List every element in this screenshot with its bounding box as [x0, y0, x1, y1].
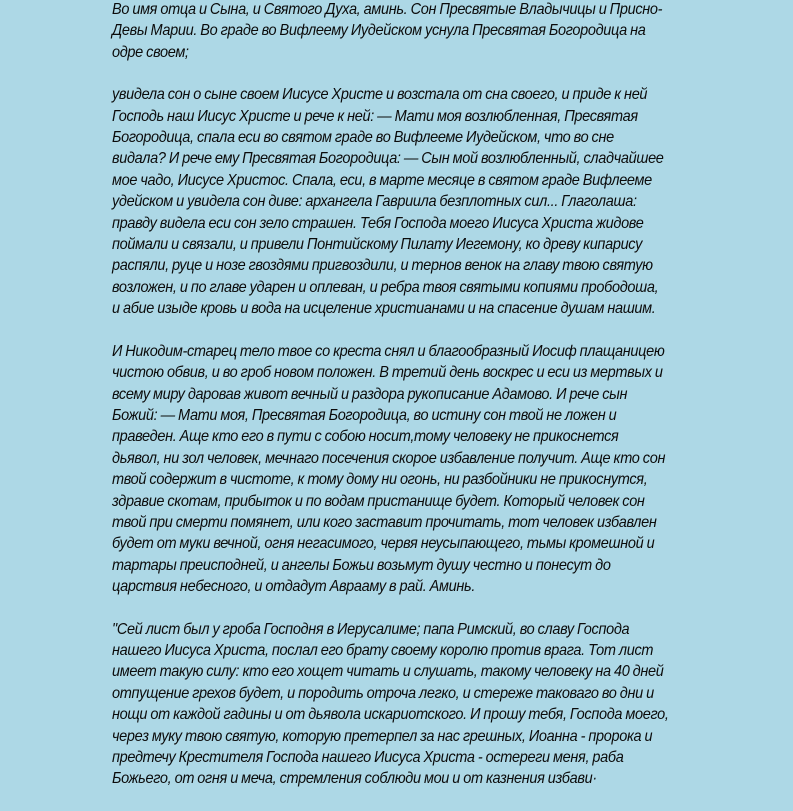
- text-line: видала? И рече ему Пресвятая Богородица: — Сын мой возлюбленный, сладчайшее: [112, 150, 664, 168]
- text-line: И Никодим-старец тело твое со креста снял и благообразный Иосиф плащаницею: [112, 342, 665, 360]
- text-line: чистою обвив, и во гроб новом положен. В третий день воскрес и еси из мертвых и: [112, 364, 663, 382]
- document-text: [112, 0, 698, 811]
- paragraph-2: [112, 84, 698, 319]
- text-line: нашего Иисуса Христа, послал его брату своему королю против врага. Тот лист: [112, 641, 654, 659]
- text-line: правду видела еси сон зело страшен. Тебя Господа моего Иисуса Христа жидове: [112, 214, 644, 232]
- text-line: всему миру даровав живот вечный и раздора рукописание Адамово. И рече сын: [112, 385, 628, 403]
- text-line: твой при смерти помянет, или кого заставит прочитать, тот человек избавлен: [112, 513, 657, 531]
- text-line: одре своем;: [112, 43, 189, 61]
- text-line: здравие скотам, прибыток и по водам пристанище будет. Который человек сон: [112, 492, 645, 510]
- text-line: нощи от каждой гадины и от дьявола искариотского. И прошу тебя, Господа моего,: [112, 706, 669, 724]
- text-line: царствия небесного, и отдадут Аврааму в рай. Аминь.: [112, 578, 476, 596]
- text-line: Божьего, от огня и меча, стремления соблюди мои и от казнения избави·: [112, 770, 597, 788]
- text-line: твой содержит в чистоте, к тому дому ни огонь, ни разбойники не прикоснутся,: [112, 471, 648, 489]
- text-line: Божий: — Мати моя, Пресвятая Богородица, во истину сон твой не ложен и: [112, 406, 617, 424]
- paragraph-4: [112, 619, 698, 790]
- text-line: увидела сон о сыне своем Иисусе Христе и возстала от сна своего, и приде к ней: [112, 86, 648, 104]
- text-line: мое чадо, Иисусе Христос. Спала, еси, в марте месяце в святом граде Вифлееме: [112, 171, 652, 189]
- text-line: имеет такую силу: кто его хощет читать и слушать, такому человеку на 40 дней: [112, 663, 664, 681]
- text-line: Девы Марии. Во граде во Вифлеему Иудейском уснула Пресвятая Богородица на: [112, 22, 646, 40]
- text-line: дьявол, ни зол человек, мечнаго посечения скорое избавление получит. Аще кто сон: [112, 449, 666, 467]
- text-line: Богородица, спала еси во святом граде во Вифлееме Иудейском, что во сне: [112, 129, 614, 147]
- text-line: тартары преисподней, и ангелы Божьи возьмут душу честно и понесут до: [112, 556, 611, 574]
- text-line: и абие изыде кровь и вода на исцеление христианами и на спасение душам нашим.: [112, 300, 656, 318]
- paragraph-1: [112, 0, 698, 63]
- text-line: отпущение грехов будет, и породить отроча легко, и стереже таковаго во дни и: [112, 684, 654, 702]
- text-line: через муку твою святую, которую претерпел за нас грешных, Иоанна - пророка и: [112, 727, 653, 745]
- text-line: будет от муки вечной, огня негасимого, червя неусыпающего, тьмы кромешной и: [112, 535, 655, 553]
- text-line: Во имя отца и Сына, и Святого Духа, аминь. Сон Пресвятые Владычицы и Присно-: [112, 1, 663, 18]
- paragraph-3: [112, 341, 698, 598]
- text-line: праведен. Аще кто его в пути с собою носит,тому человеку не прикоснется: [112, 428, 619, 446]
- text-line: возложен, и по главе ударен и оплеван, и ребра твоя святыми копиями прободоша,: [112, 278, 659, 296]
- text-line: поймали и связали, и привели Понтийскому Пилату Иегемону, ко древу кипарису: [112, 236, 643, 254]
- text-line: распяли, руце и нозе гвоздями пригвоздили, и тернов венок на главу твою святую: [112, 257, 653, 275]
- text-line: предтечу Крестителя Господа нашего Иисуса Христа - остереги меня, раба: [112, 749, 624, 766]
- text-line: Господь наш Иисус Христе и рече к ней: — Мати моя возлюбленная, Пресвятая: [112, 107, 638, 125]
- text-line: удейском и увидела сон диве: архангела Гавриила безплотных сил... Глаголаша:: [112, 193, 637, 211]
- text-line: "Сей лист был у гроба Господня в Иерусалиме; папа Римский, во славу Господа: [112, 620, 630, 638]
